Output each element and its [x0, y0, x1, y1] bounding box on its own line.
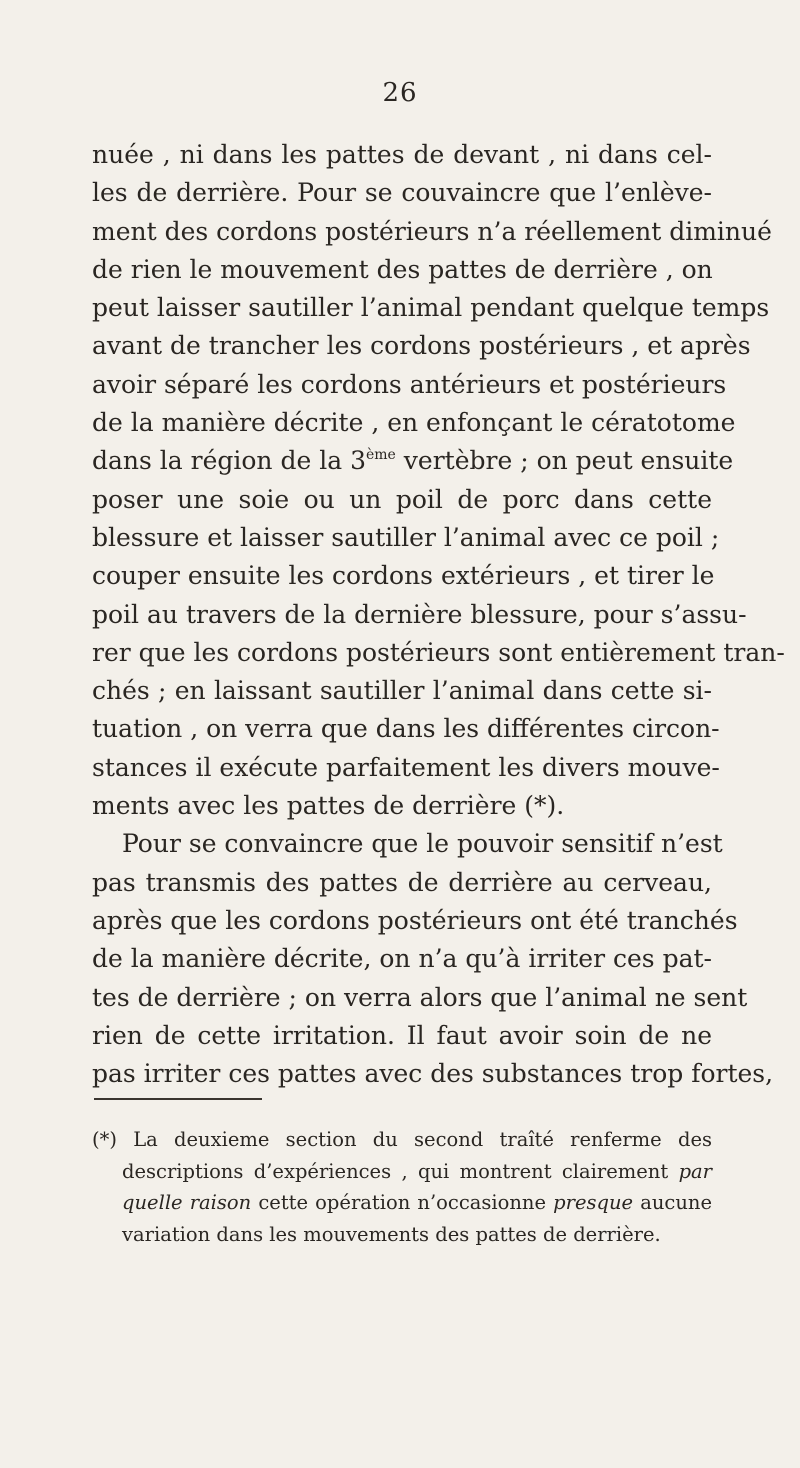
- text-fragment: aucune: [633, 1191, 712, 1214]
- footnote-line: [92, 1187, 712, 1219]
- text-line: de la manière décrite , en enfonçant le cératotome: [92, 408, 736, 438]
- text-line: couper ensuite les cordons extérieurs , et tirer le: [92, 561, 715, 591]
- text-line: avant de trancher les cordons postérieurs , et après: [92, 331, 751, 361]
- footnote-line: (*) La deuxieme section du second traîté renferme des: [92, 1128, 712, 1151]
- text-fragment: vertèbre ; on peut ensuite: [395, 446, 734, 476]
- footnote-line: [92, 1156, 712, 1188]
- text-line: nuée , ni dans les pattes de devant , ni dans cel-: [92, 140, 712, 169]
- italic-fragment: presque: [553, 1191, 634, 1214]
- text-line: de la manière décrite, on n’a qu’à irriter ces pat-: [92, 944, 712, 974]
- text-fragment: dans la région de la 3: [92, 446, 366, 476]
- text-line: les de derrière. Pour se couvaincre que l’enlève-: [92, 178, 712, 208]
- text-line: [92, 442, 734, 480]
- text-line: stances il exécute parfaitement les divers mouve-: [92, 752, 720, 782]
- text-line: ment des cordons postérieurs n’a réellement diminué: [92, 216, 772, 246]
- text-fragment: cette opération n’occasionne: [251, 1191, 554, 1214]
- text-line: pas transmis des pattes de derrière au cerveau,: [92, 867, 712, 897]
- footnote: [92, 1124, 712, 1250]
- text-line: rer que les cordons postérieurs sont entièrement tran-: [92, 637, 785, 667]
- text-line: peut laisser sautiller l’animal pendant quelque temps: [92, 293, 770, 323]
- footnote-divider: [94, 1098, 262, 1100]
- text-line: poil au travers de la dernière blessure, pour s’assu-: [92, 599, 747, 629]
- text-line: ments avec les pattes de derrière (*).: [92, 791, 565, 821]
- footnote-line: variation dans les mouvements des pattes de derrière.: [122, 1222, 661, 1246]
- body-text: [92, 136, 785, 1093]
- italic-fragment: quelle raison: [122, 1191, 252, 1214]
- page-number: 26: [382, 78, 418, 108]
- text-line: poser une soie ou un poil de porc dans cette: [92, 484, 712, 514]
- text-line: tuation , on verra que dans les différentes circon-: [92, 714, 720, 744]
- superscript: ème: [365, 447, 396, 464]
- text-line: avoir séparé les cordons antérieurs et postérieurs: [92, 369, 727, 399]
- text-line: blessure et laisser sautiller l’animal avec ce poil ;: [92, 522, 720, 552]
- text-fragment: descriptions d’expériences , qui montrent clairement: [122, 1159, 679, 1183]
- text-line: pas irriter ces pattes avec des substances trop fortes,: [92, 1059, 774, 1089]
- text-line: de rien le mouvement des pattes de derrière , on: [92, 254, 713, 284]
- text-line: après que les cordons postérieurs ont été tranchés: [92, 905, 738, 935]
- text-line: rien de cette irritation. Il faut avoir soin de ne: [92, 1020, 712, 1050]
- italic-fragment: par: [678, 1159, 712, 1183]
- text-line: chés ; en laissant sautiller l’animal dans cette si-: [92, 676, 712, 706]
- text-line: Pour se convaincre que le pouvoir sensitif n’est: [122, 829, 723, 859]
- text-line: tes de derrière ; on verra alors que l’animal ne sent: [92, 982, 748, 1012]
